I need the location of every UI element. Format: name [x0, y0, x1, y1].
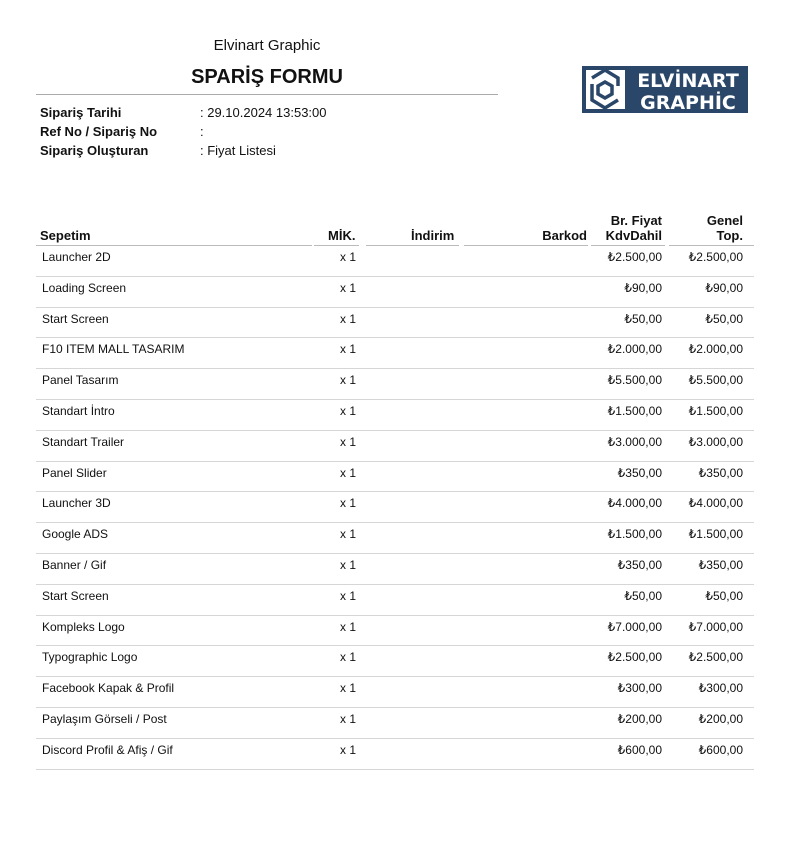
table-row [36, 431, 754, 462]
meta-value: : [200, 124, 204, 139]
item-name: F10 ITEM MALL TASARIM [42, 342, 185, 357]
item-name: Banner / Gif [42, 557, 107, 572]
item-qty: x 1 [339, 588, 356, 603]
item-total: ₺200,00 [698, 711, 743, 726]
logo-text-line1: ELVİNART [637, 70, 739, 92]
item-name: Launcher 3D [42, 496, 111, 511]
item-total: ₺90,00 [705, 280, 743, 295]
item-name: Start Screen [42, 588, 109, 603]
item-total: ₺2.500,00 [688, 650, 743, 665]
item-name: Typographic Logo [42, 650, 138, 665]
item-unit-price: ₺7.000,00 [607, 619, 662, 634]
item-total: ₺300,00 [698, 681, 743, 696]
item-unit-price: ₺5.500,00 [607, 373, 662, 388]
order-meta [40, 103, 327, 160]
table-row [36, 585, 754, 616]
item-name: Launcher 2D [42, 250, 111, 264]
logo-text-line2: GRAPHİC [640, 92, 736, 113]
item-total: ₺4.000,00 [688, 496, 743, 511]
item-qty: x 1 [339, 711, 356, 726]
item-total: ₺350,00 [698, 557, 743, 572]
table-row [36, 246, 754, 277]
meta-row-created-by [40, 141, 327, 160]
item-total: ₺3.000,00 [688, 434, 743, 449]
meta-value: : Fiyat Listesi [200, 143, 276, 158]
header-barcode: Barkod [542, 228, 587, 243]
table-row [36, 338, 754, 369]
header-unit-price-line1: Br. Fiyat [610, 213, 662, 228]
header-name: Sepetim [40, 228, 91, 243]
table-header [36, 208, 754, 246]
item-name: Standart İntro [42, 403, 115, 418]
item-qty: x 1 [339, 434, 356, 449]
item-name: Discord Profil & Afiş / Gif [42, 742, 173, 757]
item-unit-price: ₺600,00 [617, 742, 662, 757]
item-unit-price: ₺1.500,00 [607, 527, 662, 542]
item-total: ₺50,00 [705, 311, 743, 326]
header-unit-price-line2: KdvDahil [605, 228, 662, 243]
item-total: ₺1.500,00 [688, 403, 743, 418]
item-unit-price: ₺350,00 [617, 557, 662, 572]
item-total: ₺50,00 [705, 588, 743, 603]
item-unit-price: ₺300,00 [617, 681, 662, 696]
item-unit-price: ₺90,00 [624, 280, 662, 295]
item-qty: x 1 [339, 342, 356, 357]
meta-value: : 29.10.2024 13:53:00 [200, 105, 327, 120]
item-qty: x 1 [339, 465, 356, 480]
item-total: ₺600,00 [698, 742, 743, 757]
company-name: Elvinart Graphic [213, 37, 321, 54]
item-unit-price: ₺200,00 [617, 711, 662, 726]
item-name: Facebook Kapak & Profil [42, 681, 175, 696]
table-row [36, 400, 754, 431]
table-row [36, 492, 754, 523]
header-total-line2: Top. [716, 228, 743, 243]
meta-label: Sipariş Tarihi [40, 105, 122, 120]
header-total [707, 213, 743, 243]
item-qty: x 1 [339, 742, 356, 757]
item-qty: x 1 [339, 250, 356, 264]
table-row [36, 308, 754, 339]
table-row [36, 646, 754, 677]
table-row [36, 616, 754, 647]
item-qty: x 1 [339, 496, 356, 511]
item-unit-price: ₺1.500,00 [607, 403, 662, 418]
item-unit-price: ₺2.500,00 [607, 650, 662, 665]
item-total: ₺2.500,00 [688, 250, 743, 264]
item-name: Paylaşım Görseli / Post [42, 711, 167, 726]
item-unit-price: ₺2.500,00 [607, 250, 662, 264]
item-name: Standart Trailer [42, 434, 125, 449]
title-divider [36, 94, 498, 95]
header-unit-price [606, 213, 662, 243]
item-total: ₺7.000,00 [688, 619, 743, 634]
item-qty: x 1 [339, 650, 356, 665]
item-qty: x 1 [339, 373, 356, 388]
table-row [36, 277, 754, 308]
item-name: Start Screen [42, 311, 109, 326]
item-qty: x 1 [339, 681, 356, 696]
meta-label: Sipariş Oluşturan [40, 143, 149, 158]
meta-row-order-date [40, 103, 327, 122]
table-row [36, 739, 754, 770]
item-qty: x 1 [339, 557, 356, 572]
form-title: SPARİŞ FORMU [191, 66, 343, 88]
item-total: ₺1.500,00 [688, 527, 743, 542]
order-table [36, 208, 754, 770]
table-row [36, 554, 754, 585]
table-row [36, 369, 754, 400]
item-name: Panel Slider [42, 465, 107, 480]
header-discount: İndirim [411, 228, 455, 243]
logo-graphic [582, 66, 748, 113]
item-name: Google ADS [42, 527, 109, 542]
item-name: Loading Screen [42, 280, 127, 295]
table-row [36, 677, 754, 708]
table-row [36, 523, 754, 554]
item-qty: x 1 [339, 619, 356, 634]
item-unit-price: ₺2.000,00 [607, 342, 662, 357]
item-name: Panel Tasarım [42, 373, 119, 388]
item-total: ₺350,00 [698, 465, 743, 480]
company-logo [582, 66, 748, 113]
item-qty: x 1 [339, 311, 356, 326]
table-row [36, 462, 754, 493]
table-row [36, 708, 754, 739]
item-unit-price: ₺350,00 [617, 465, 662, 480]
item-qty: x 1 [339, 527, 356, 542]
item-total: ₺5.500,00 [688, 373, 743, 388]
item-unit-price: ₺50,00 [624, 311, 662, 326]
item-unit-price: ₺50,00 [624, 588, 662, 603]
table-body [36, 246, 754, 770]
item-unit-price: ₺3.000,00 [607, 434, 662, 449]
item-qty: x 1 [339, 280, 356, 295]
header-total-line1: Genel [706, 213, 743, 228]
header-qty: MİK. [328, 228, 356, 243]
item-qty: x 1 [339, 403, 356, 418]
item-unit-price: ₺4.000,00 [607, 496, 662, 511]
item-name: Kompleks Logo [42, 619, 125, 634]
item-total: ₺2.000,00 [688, 342, 743, 357]
meta-row-ref-no [40, 122, 327, 141]
meta-label: Ref No / Sipariş No [40, 124, 158, 139]
